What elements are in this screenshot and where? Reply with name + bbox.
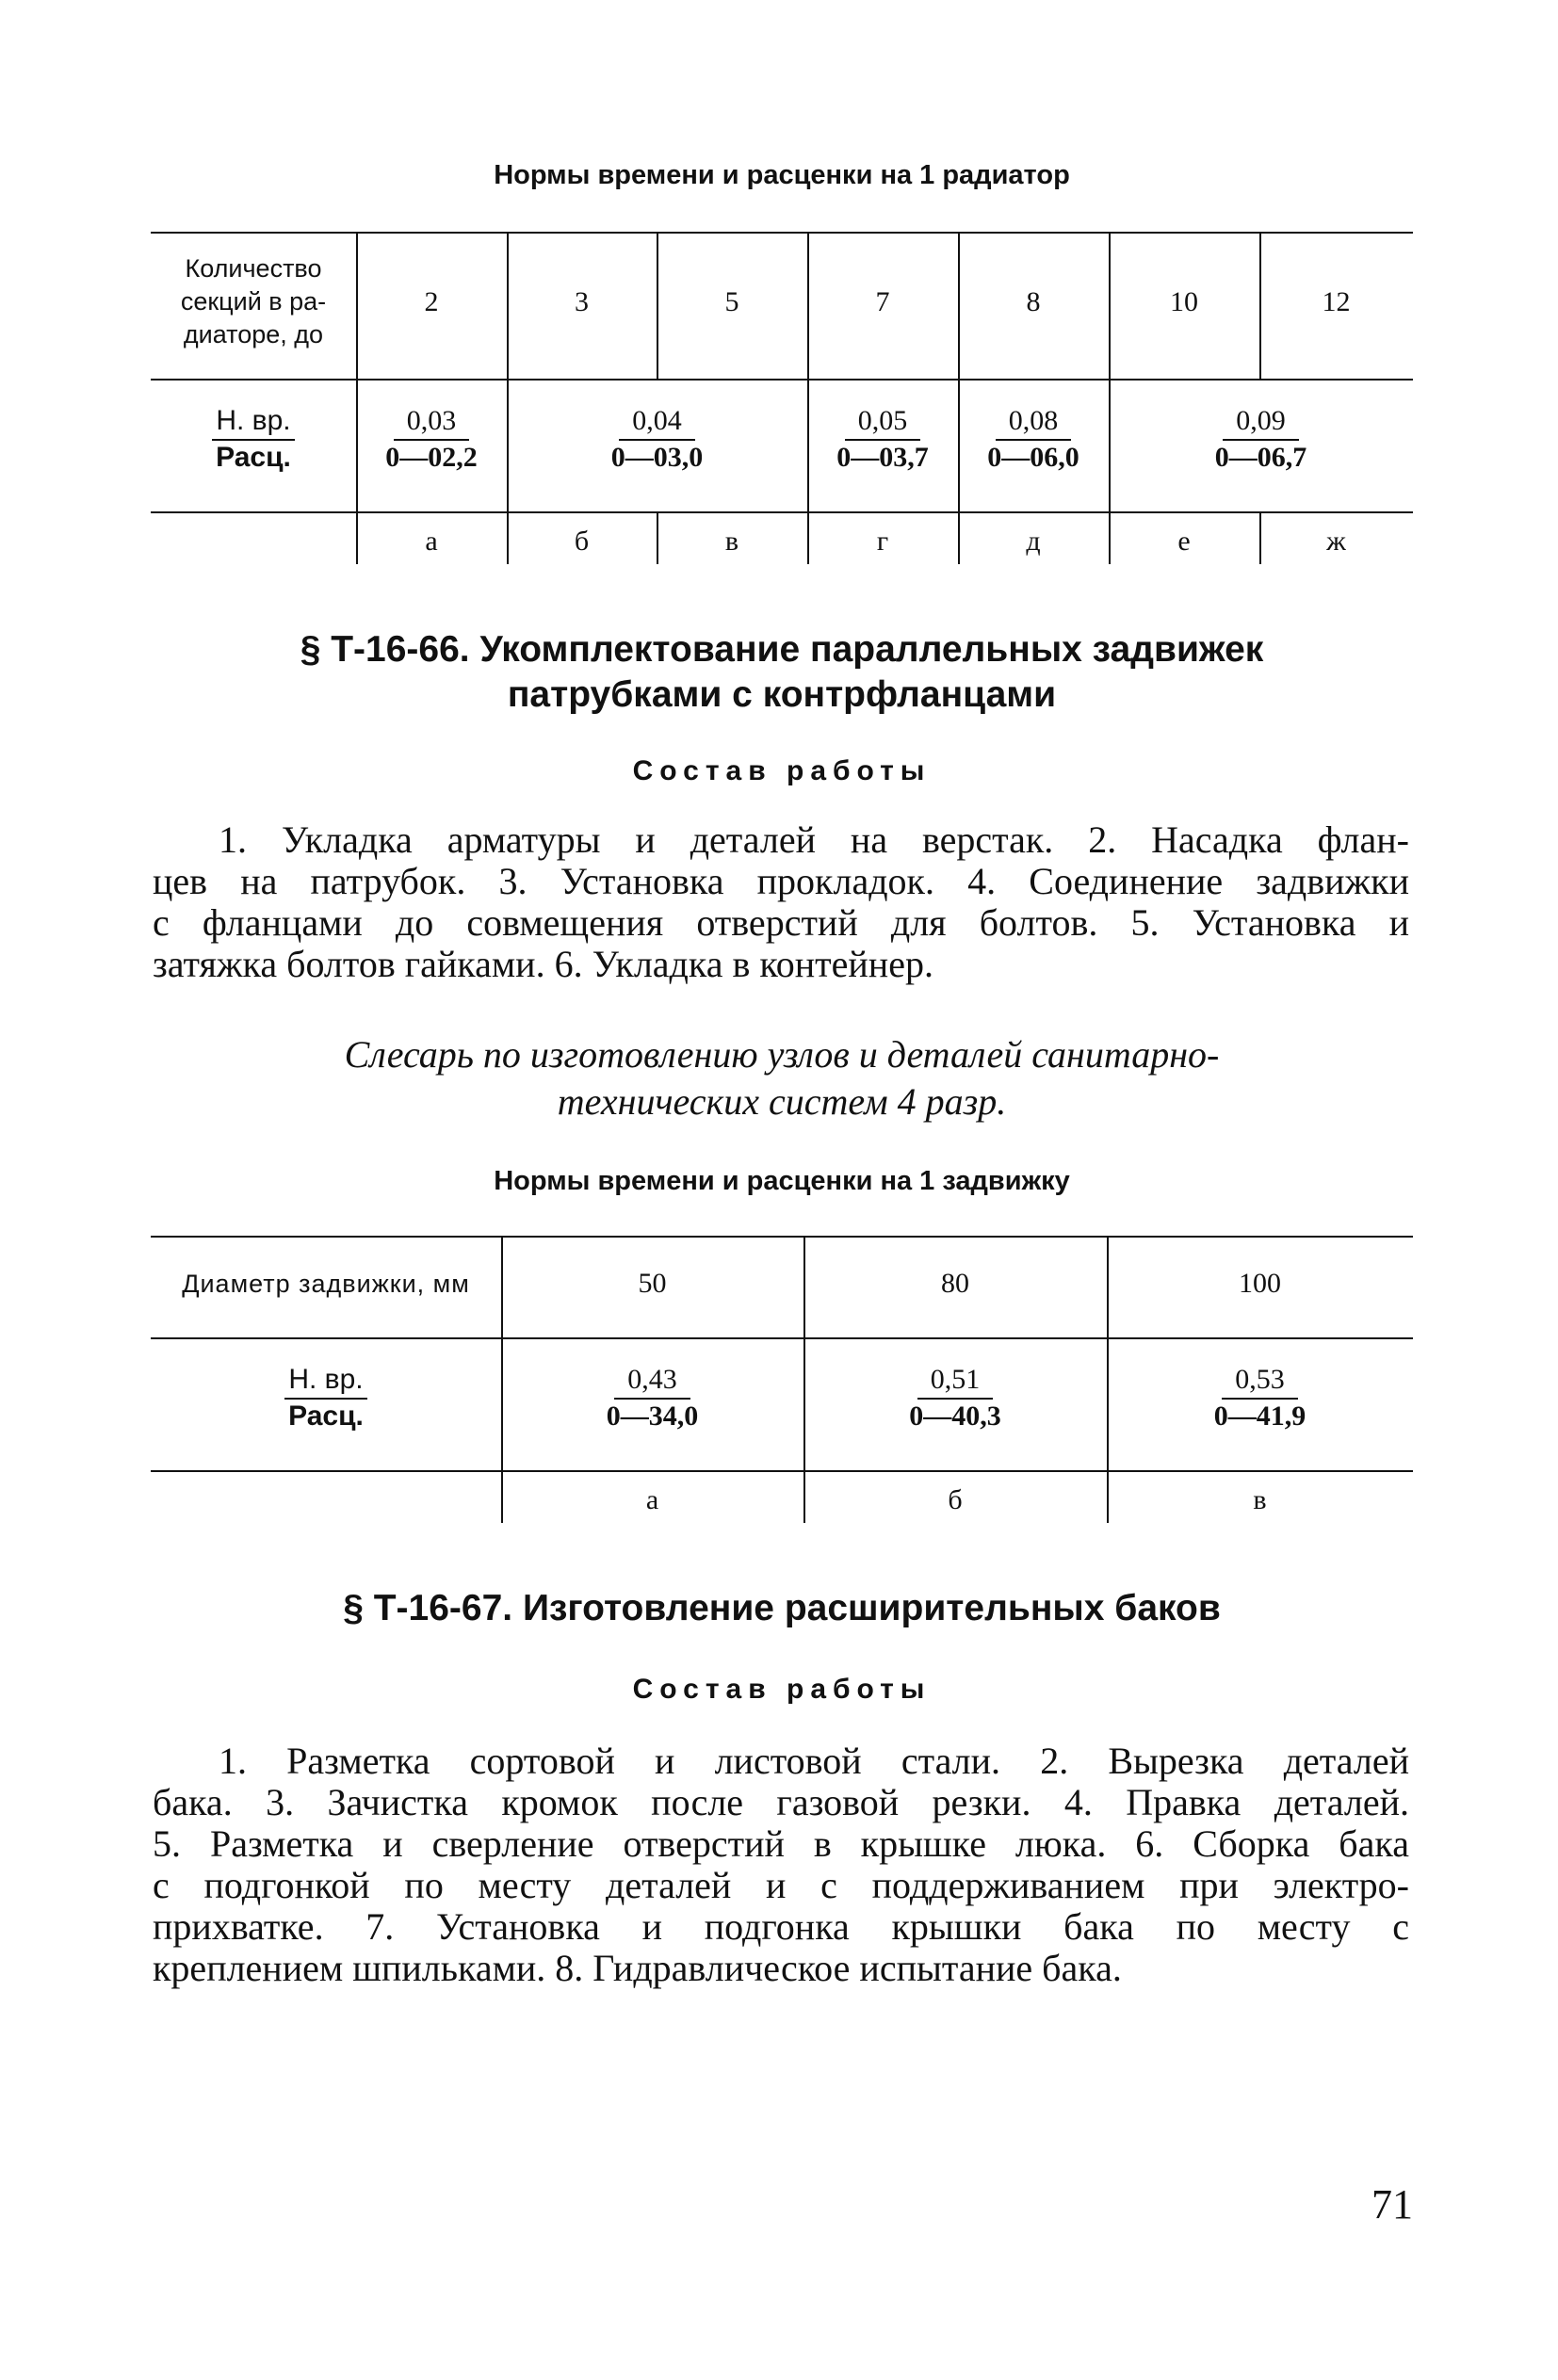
table1-column-letter: б xyxy=(574,526,590,557)
table2-column-letter: а xyxy=(645,1484,659,1515)
body-line: с фланцами до совмещения отверстий для болтов. 5. Установка и xyxy=(153,901,1409,944)
rate-value: 0—02,2 xyxy=(385,442,478,473)
row-label-rate: Расц. xyxy=(216,442,291,473)
section-66-subtitle: Состав работы xyxy=(632,755,932,786)
table2-row-label xyxy=(151,1364,501,1433)
table2-caption: Нормы времени и расценки на 1 задвижку xyxy=(494,1166,1070,1196)
rate-value: 0—03,0 xyxy=(610,442,704,473)
table1-top-rule xyxy=(151,232,1413,234)
table2-cell-a xyxy=(501,1364,803,1433)
table1-header-label-line: Количество xyxy=(185,254,322,283)
norm-value: 0,04 xyxy=(619,405,695,441)
table2-cell-c xyxy=(1107,1364,1413,1433)
body-line: затяжка болтов гайками. 6. Укладка в контейнер. xyxy=(153,943,933,985)
table2-column-letter: б xyxy=(948,1484,963,1515)
table1-group-e xyxy=(1109,405,1413,475)
table1-header-value: 5 xyxy=(724,286,739,317)
table1-header-rule xyxy=(151,379,1413,380)
table1-group-d xyxy=(958,405,1109,475)
rate-value: 0—34,0 xyxy=(606,1400,699,1432)
table2-header-label: Диаметр задвижки, мм xyxy=(182,1270,470,1298)
section-67-body xyxy=(153,1740,1409,1989)
table1-header-label-line: диаторе, до xyxy=(183,320,324,348)
page-number: 71 xyxy=(1371,2181,1413,2227)
body-line: 5. Разметка и сверление отверстий в крышке люка. 6. Сборка бака xyxy=(153,1822,1409,1865)
norm-value: 0,03 xyxy=(394,405,470,441)
body-line: бака. 3. Зачистка кромок после газовой резки. 4. Правка деталей. xyxy=(153,1781,1409,1823)
section-67-subtitle: Состав работы xyxy=(632,1674,932,1705)
row-label-rate: Расц. xyxy=(288,1400,364,1432)
section-66-title xyxy=(151,627,1413,718)
norm-value: 0,08 xyxy=(996,405,1072,441)
table1-caption: Нормы времени и расценки на 1 радиатор xyxy=(494,160,1070,190)
table1-column-letter: г xyxy=(876,526,889,557)
table1-header-label xyxy=(151,252,356,351)
norm-value: 0,09 xyxy=(1223,405,1299,441)
table1-header-value: 12 xyxy=(1322,286,1351,317)
body-line: прихватке. 7. Установка и подгонка крышки бака по месту с xyxy=(153,1905,1409,1948)
table1-header-value: 2 xyxy=(424,286,439,317)
table1-group-b xyxy=(507,405,807,475)
rate-value: 0—03,7 xyxy=(836,442,929,473)
table1-column-letter: в xyxy=(724,526,739,557)
table2-cell-b xyxy=(803,1364,1107,1433)
section-66-body xyxy=(153,819,1409,985)
table2-top-rule xyxy=(151,1236,1413,1238)
table1-header-value: 7 xyxy=(875,286,890,317)
table2-header-rule xyxy=(151,1337,1413,1339)
worker-line: Слесарь по изготовлению узлов и деталей санитарно- xyxy=(344,1033,1220,1076)
body-line: цев на патрубок. 3. Установка прокладок. 4. Соединение задвижки xyxy=(153,860,1409,902)
table2-header-value: 100 xyxy=(1239,1268,1281,1299)
table1-header-value: 8 xyxy=(1026,286,1041,317)
section-66-title-line: патрубками с контрфланцами xyxy=(507,674,1057,715)
table1-group-a xyxy=(356,405,507,475)
table1-column-letter: д xyxy=(1026,526,1041,557)
table1-column-letter: ж xyxy=(1326,526,1346,557)
rate-value: 0—40,3 xyxy=(909,1400,1001,1432)
table1-header-value: 3 xyxy=(575,286,589,317)
table1-column-letter: е xyxy=(1177,526,1191,557)
table2-header-value: 50 xyxy=(638,1268,667,1299)
rate-value: 0—41,9 xyxy=(1213,1400,1306,1432)
table2-body-rule xyxy=(151,1470,1413,1472)
table2-column-letter: в xyxy=(1253,1484,1267,1515)
body-line: креплением шпильками. 8. Гидравлическое испытание бака. xyxy=(153,1947,1122,1989)
row-label-norm: Н. вр. xyxy=(212,405,294,441)
table1-header-value: 10 xyxy=(1170,286,1198,317)
body-line: 1. Разметка сортовой и листовой стали. 2. Вырезка деталей xyxy=(219,1740,1409,1782)
row-label-norm: Н. вр. xyxy=(284,1364,366,1400)
table1-header-label-line: секций в ра- xyxy=(180,287,327,316)
table2-header-value: 80 xyxy=(941,1268,969,1299)
section-67-title: § Т-16-67. Изготовление расширительных баков xyxy=(343,1588,1221,1628)
table1-body-rule xyxy=(151,511,1413,513)
section-66-title-line: § Т-16-66. Укомплектование параллельных задвижек xyxy=(300,629,1264,670)
norm-value: 0,53 xyxy=(1222,1364,1298,1400)
table1-group-c xyxy=(807,405,958,475)
body-line: 1. Укладка арматуры и деталей на верстак. 2. Насадка флан- xyxy=(219,818,1409,861)
norm-value: 0,43 xyxy=(614,1364,690,1400)
section-66-worker xyxy=(151,1031,1413,1125)
table1-row-label xyxy=(151,405,356,475)
worker-line: технических систем 4 разр. xyxy=(557,1080,1007,1123)
norm-value: 0,05 xyxy=(845,405,921,441)
body-line: с подгонкой по месту деталей и с поддерживанием при электро- xyxy=(153,1864,1409,1906)
rate-value: 0—06,7 xyxy=(1214,442,1307,473)
table1-column-letter: а xyxy=(425,526,438,557)
rate-value: 0—06,0 xyxy=(987,442,1079,473)
norm-value: 0,51 xyxy=(917,1364,994,1400)
